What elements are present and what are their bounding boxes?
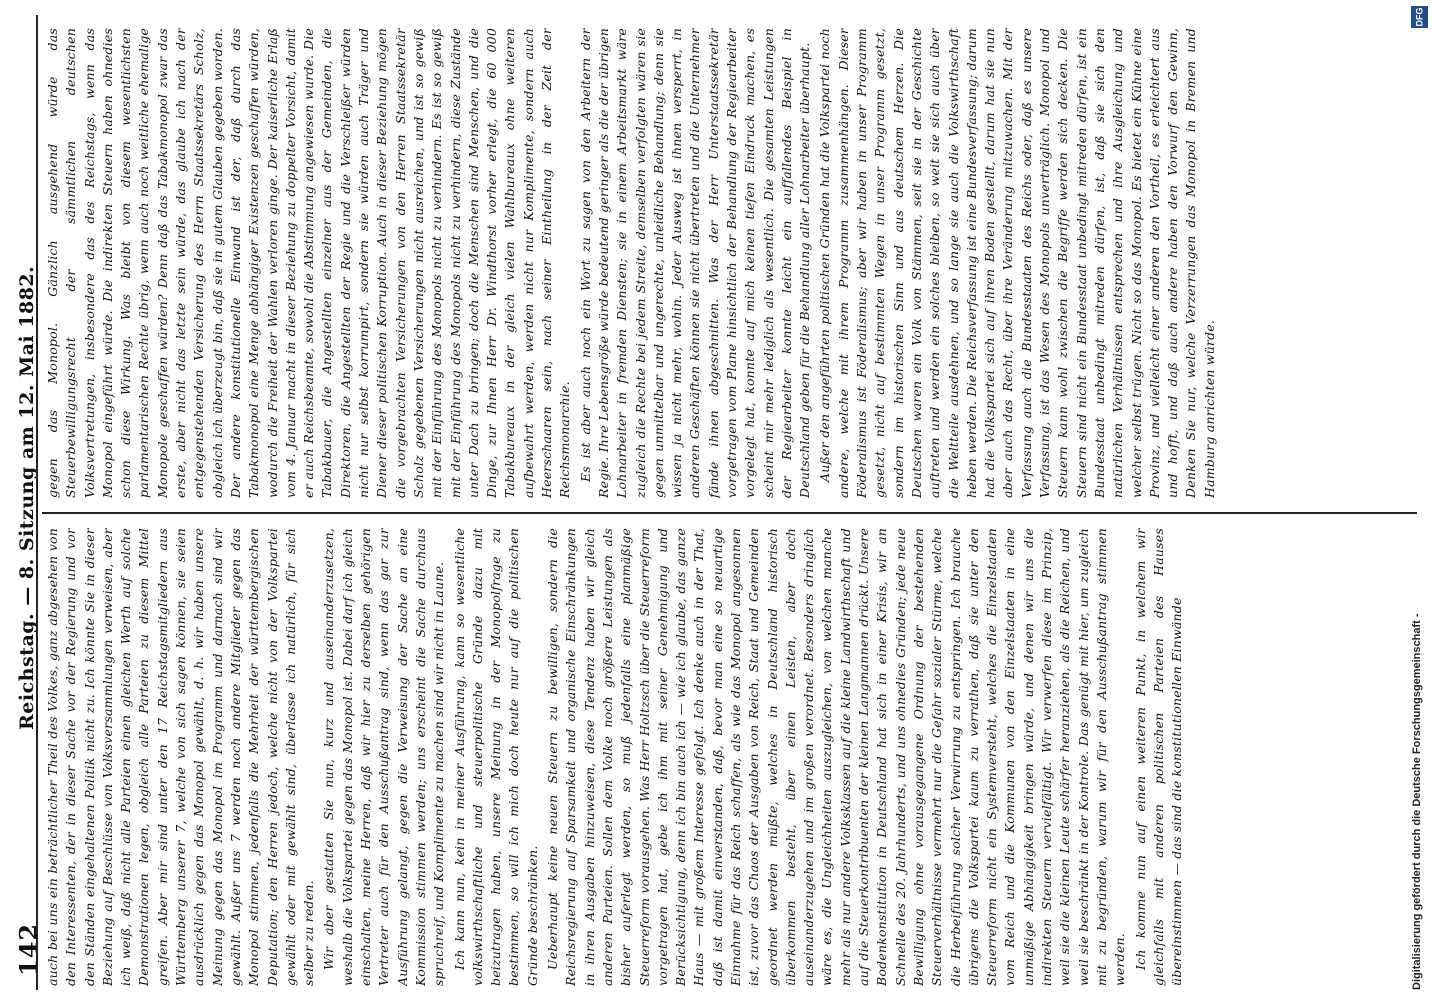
left-paragraph: auch bei uns ein beträchtlicher Theil des Volkes, ganz abgesehen von den Interessenten, der in dieser Sache vor der Regierung und vor den Ständen eingehaltenen Politik nicht zu. Ich könnte Sie in dieser Beziehung auf Beschlüsse von Volksversammlungen verweisen, aber ich weiß, daß nicht alle Parteien einen gleichen Werth auf solche Demonstrationen legen, obgleich alle Parteien zu diesem Mittel greifen. Aber mir sind unter den 17 Reichstagsmitgliedern aus Württemberg unserer 7, welche von sich sagen können, sie seien ausdrücklich gegen das Monopol gewählt, d. h. wir haben unsere Meinung gegen das Monopol im Programm und darnach sind wir gewählt. Außer uns 7 werden noch andere Mitglieder gegen das Monopol stimmen, jedenfalls die Mehrheit der württembergischen Deputation; den Herren jedoch, welche nicht von der Volkspartei gewählt oder mit gewählt sind, überlasse ich natürlich, für sich selber zu reden.: [45, 528, 317, 986]
column-divider: [42, 512, 1417, 514]
digitization-credit: Digitalisierung gefördert durch die Deutsche Forschungsgemeinschaft -: [1411, 613, 1423, 990]
left-paragraph: Ich komme nun auf einen weiteren Punkt, in welchem wir gleichfalls mit anderen politischen Parteien des Hauses übereinstimmen — das sind die konstitutionellen Einwände: [1132, 528, 1185, 986]
right-column: [44, 28, 1414, 498]
dfg-logo: [1411, 6, 1428, 28]
running-head: Reichstag. — 8. Sitzung am 12. Mai 1882.: [16, 265, 38, 730]
left-paragraph: Wir aber gestatten Sie nun, kurz und auseinanderzusetzen, weshalb die Volkspartei gegen das Monopol ist. Dabei darf ich gleich einschalten, meine Herren, daß wir hier zu derselben gehörigen Vertreter auch für den Ausschußantrag sind, wenn das gar zur Ausführung gelangt, gegen die Verweisung der Sache an eine Kommission stimmen werden; uns erscheint die Sache durchaus spruchreif, und Komplimente zu machen sind wir nicht in Laune.: [321, 528, 447, 986]
header-rule: [36, 15, 38, 990]
left-column: [44, 528, 1414, 986]
page-header: [8, 15, 48, 990]
right-paragraph: gegen das Monopol. Gänzlich ausgehend würde das Steuerbewilligungsrecht der sämmtlichen deutschen Volksvertretungen, insbesondere das des Reichstags, wenn das Monopol eingeführt würde. Die indirekten Steuern haben ohnedies schon diese Wirkung. Was bleibt von diesem wesentlichsten parlamentarischen Rechte übrig, wenn auch noch weitliche ehemalige Monopole geschaffen würden? Denn daß das Tabakmonopol zwar das erste, aber nicht das letzte sein würde, das glaube ich nach der entgegenstehenden Versicherung des Herrn Staatssekretärs Scholz, obgleich ich überzeugt bin, daß sie in gutem Glauben gegeben worden. Der andere konstitutionelle Einwand ist der, daß durch das Tabakmonopol eine Menge abhängiger Existenzen geschaffen würden, wodurch die Freiheit der Wahlen verloren ginge. Der kaiserliche Erlaß vom 4. Januar macht in dieser Beziehung zu doppelter Vorsicht, damit er auch Reichsbeamte, sowohl die Abstimmung angewiesen wurde. Die Tabakbauer, die Angestellten einzelner aus der Gemeinden, die Direktoren, die Angestellten der Regie und die Verschleißer würden nicht nur selbst korrumpirt, sondern sie würden auch Träger und Diener dieser politischen Korruption. Auch in dieser Beziehung mögen die vorgebrachten Versicherungen von den Herren Staatssekretär Scholz gegebenen Versicherungen nicht ausreichen, und ist so gewiß mit der Einführung des Monopols nicht zu verhindern. Es ist so gewiß mit der Einführung des Monopols nicht zu verhindern, diese Zustände unter Dach zu bringen; doch die Menschen sind Menschen, und die Dinge, zur Ihnen Herr Dr. Windthorst vorher erlegt, die 60 000 Tabakbureaux in der gleich vielen Wahlbureaux ohne weiteren aufbewahrt werden, werden nicht nur Komplimente, sondern auch Heerschaaren sein, nach seiner Eintheilung in der Zeit der Reichsmonarchie.: [45, 28, 573, 498]
right-paragraph: Es ist aber auch noch ein Wort zu sagen von den Arbeitern der Regie. Ihre Lebensgröße würde bedeutend geringer als die der übrigen Lohnarbeiter in fremden Diensten; sie in einem Arbeitsmarkt wäre zugleich die Rechte bei jedem Streite, demselben verfolgten wären sie gegen unmittelbar und ungerechte, unleidliche Behandlung; denn sie wissen ja nicht mehr, wohin. Jeder Ausweg ist ihnen versperrt, in anderen Geschäften können sie nicht übertreten und die Unternehmer fände ihnen abgeschnitten. Was der Herr Unterstaatssekretär vorgetragen vom Plane hinsichtlich der Behandlung der Regiearbeiter vorgelegt hat, konnte auf mich keinen tiefen Eindruck machen, es scheint mir mehr lediglich als wesentlich. Die gesamten Leistungen der Regiearbeiter konnte leicht ein auffallendes Beispiel in Deutschland geben für die Behandlung aller Lohnarbeiter überhaupt.: [577, 28, 813, 498]
left-paragraph: Ueberhaupt keine neuen Steuern zu bewilligen, sondern die Reichsregierung auf Sparsamkeit und organische Einschränkungen in ihren Ausgaben hinzuweisen, diese Tendenz haben wir gleich anderen Parteien. Sollen dem Volke noch größere Leistungen als bisher auferlegt werden, so muß jedenfalls eine planmäßige Steuerreform vorausgehen. Was Herr Holtzsch über die Steuerreform vorgetragen hat, gebe ich ihm mit seiner Genehmigung und Berücksichtigung, denn ich bin auch ich — wie ich glaube, das ganze Haus — mit großem Interesse gefolgt. Ich denke auch in der That, daß ist damit einverstanden, daß, bevor man eine so neuartige Einnahme für das Reich schaffen, als wie das Monopol angesonnen ist, zuvor das Chaos der Ausgaben von Reich, Staat und Gemeinden geordnet werden müßte, welches in Deutschland historisch überkommen besteht, über einen Leisten, aber doch auseinanderzugehen und im großen verordnet. Besonders dringlich wäre es, die Ungleichheiten auszugleichen, von welchen manche mehr als nur andere Volksklassen auf die kleine Landwirthschaft und auf die Steuerkontribuenten der kleinen Langmannen drückt. Unsere Bodenkonstitution in Deutschland hat sich in einer Krisis, wir an Schnelle des 20. Jahrhunderts, und uns ohnedies Gründen; jede neue Bewilligung ohne vorausgegangene Ordnung der bestehenden Steuerverhältnisse vermehrt nur die Gefahr sozialer Stürme, welche die Herbeiführung solcher Verwirrung zu entspringen. Ich brauche übrigens die Volkspartei kaum zu verrathen, daß sie unter den Steuerreform nicht ein Systemversteht, welches die Einzelstaaten vom Reich und die Kommunen von den Einzelstaaten in eine unmäßige Abhängigkeit bringen würde, und denen wir uns die indirekten Steuern vervielfältigt. Wir verwerfen diese im Prinzip, weil sie die kleinen Leute schärfer heranziehen, als die Reichen, und weil sie beschränkt in der Kontrole. Das genügt mit hier, um zugleich mit zu begründen, warum wir für den Ausschußantrag stimmen werden.: [545, 528, 1128, 986]
dfg-logo-text: DFG: [1414, 7, 1425, 27]
right-paragraph: Außer den angeführten politischen Gründen hat die Volkspartei noch andere, welche mit ihrem Programm zusammenhängen. Dieser Föderalismus ist Föderalismus; aber wir haben in unser Programm gesetzt, nicht auf bestimmten Wegen in unser Programm gesetzt, sondern im historischen Sinn und aus deutschem Herzen. Die Deutschen waren ein Volk von Stämmen, seit sie in der Geschichte auftreten und werden ein solches bleiben, so weit sie sich auch über die Weltteile ausdehnen, und so lange sie auch die Volkswirthschaft heben werden. Die Reichsverfassung ist eine Bundesverfassung; darum hat die Volkspartei sich auf ihren Boden gestellt, darum hat sie nun aber auch das Recht, über ihre Veränderung mitzuwachen. Mit der Verfassung auch die Bundesstaaten des Reichs oder, daß es unsere Verfassung, ist das Wesen des Monopols unverträglich. Monopol und Steuern kann wohl zwischen die Begriffe werden sich decken. Die Steuern sind nicht ein Bundesstaat unbedingt mitreden dürfen, ist ein Bundesstaat unbedingt mitreden dürfen, ist, daß sie sich den natürlichen Verhältnissen entsprechen und ihre Ausgleichung und welcher selbst trügen. Nicht so das Monopol. Es bietet ein Kühne eine Provinz, und vielleicht einer anderen den Vortheil, es erleichtert aus und hofft, und daß auch andere haben den Vorwurf den Gewinn, Denken Sie nur, welche Verzerrungen das Monopol in Bremen und Hamburg anrichten würde.: [817, 28, 1217, 498]
left-paragraph: Ich kann nun, kein in meiner Ausführung, kann so wesentliche volkswirthschaftliche und steuerpolitische Gründe dazu mit beizutragen haben, unsere Meinung in der Monopolfrage zu bestimmen, so will ich mich doch heute nur auf die politischen Gründe beschränken.: [451, 528, 540, 986]
page-number: 142: [14, 922, 43, 976]
